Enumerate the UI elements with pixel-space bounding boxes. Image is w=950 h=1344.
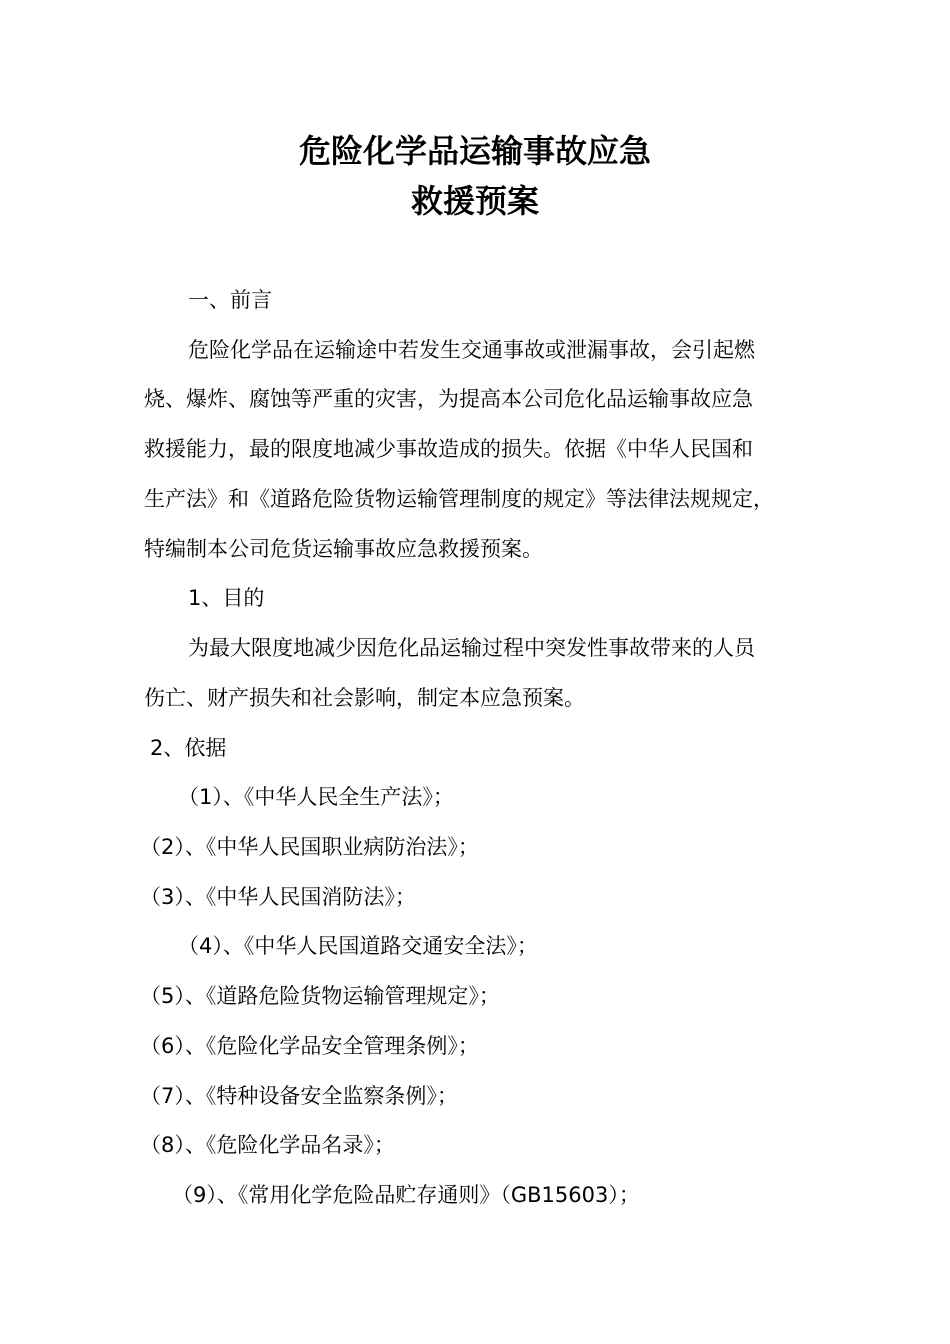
basis-list-item: （9）、《常用化学危险品贮存通则》（GB15603）； bbox=[172, 1183, 640, 1207]
section-heading-purpose: 1、目的 bbox=[188, 586, 265, 610]
purpose-paragraph-line: 为最大限度地减少因危化品运输过程中突发性事故带来的人员 bbox=[188, 636, 755, 660]
section-heading-basis: 2、依据 bbox=[150, 736, 227, 760]
basis-list-item: （1）、《中华人民全生产法》； bbox=[178, 785, 454, 809]
purpose-paragraph-line: 伤亡、财产损失和社会影响，制定本应急预案。 bbox=[144, 686, 585, 710]
section-heading-preface: 一、前言 bbox=[188, 288, 272, 312]
document-title-line-1: 危险化学品运输事故应急 bbox=[298, 132, 651, 170]
basis-list-item: （3）、《中华人民国消防法》； bbox=[140, 885, 416, 909]
basis-list-item: （2）、《中华人民国职业病防治法》； bbox=[140, 835, 479, 859]
basis-list-item: （5）、《道路危险货物运输管理规定》； bbox=[140, 984, 500, 1008]
preface-paragraph-line: 生产法》和《道路危险货物运输管理制度的规定》等法律法规规定， bbox=[144, 487, 774, 511]
document-title-line-2: 救援预案 bbox=[410, 182, 539, 220]
preface-paragraph-line: 救援能力，最的限度地减少事故造成的损失。依据《中华人民国和 bbox=[144, 437, 753, 461]
basis-list-item: （6）、《危险化学品安全管理条例》； bbox=[140, 1034, 479, 1058]
basis-list-item: （4）、《中华人民国道路交通安全法》； bbox=[178, 934, 538, 958]
basis-list-item: （7）、《特种设备安全监察条例》； bbox=[140, 1084, 458, 1108]
preface-paragraph-line: 烧、爆炸、腐蚀等严重的灾害，为提高本公司危化品运输事故应急 bbox=[144, 387, 753, 411]
preface-paragraph-line: 特编制本公司危货运输事故应急救援预案。 bbox=[144, 537, 543, 561]
basis-list-item: （8）、《危险化学品名录》； bbox=[140, 1133, 395, 1157]
preface-paragraph-line: 危险化学品在运输途中若发生交通事故或泄漏事故，会引起燃 bbox=[188, 338, 755, 362]
